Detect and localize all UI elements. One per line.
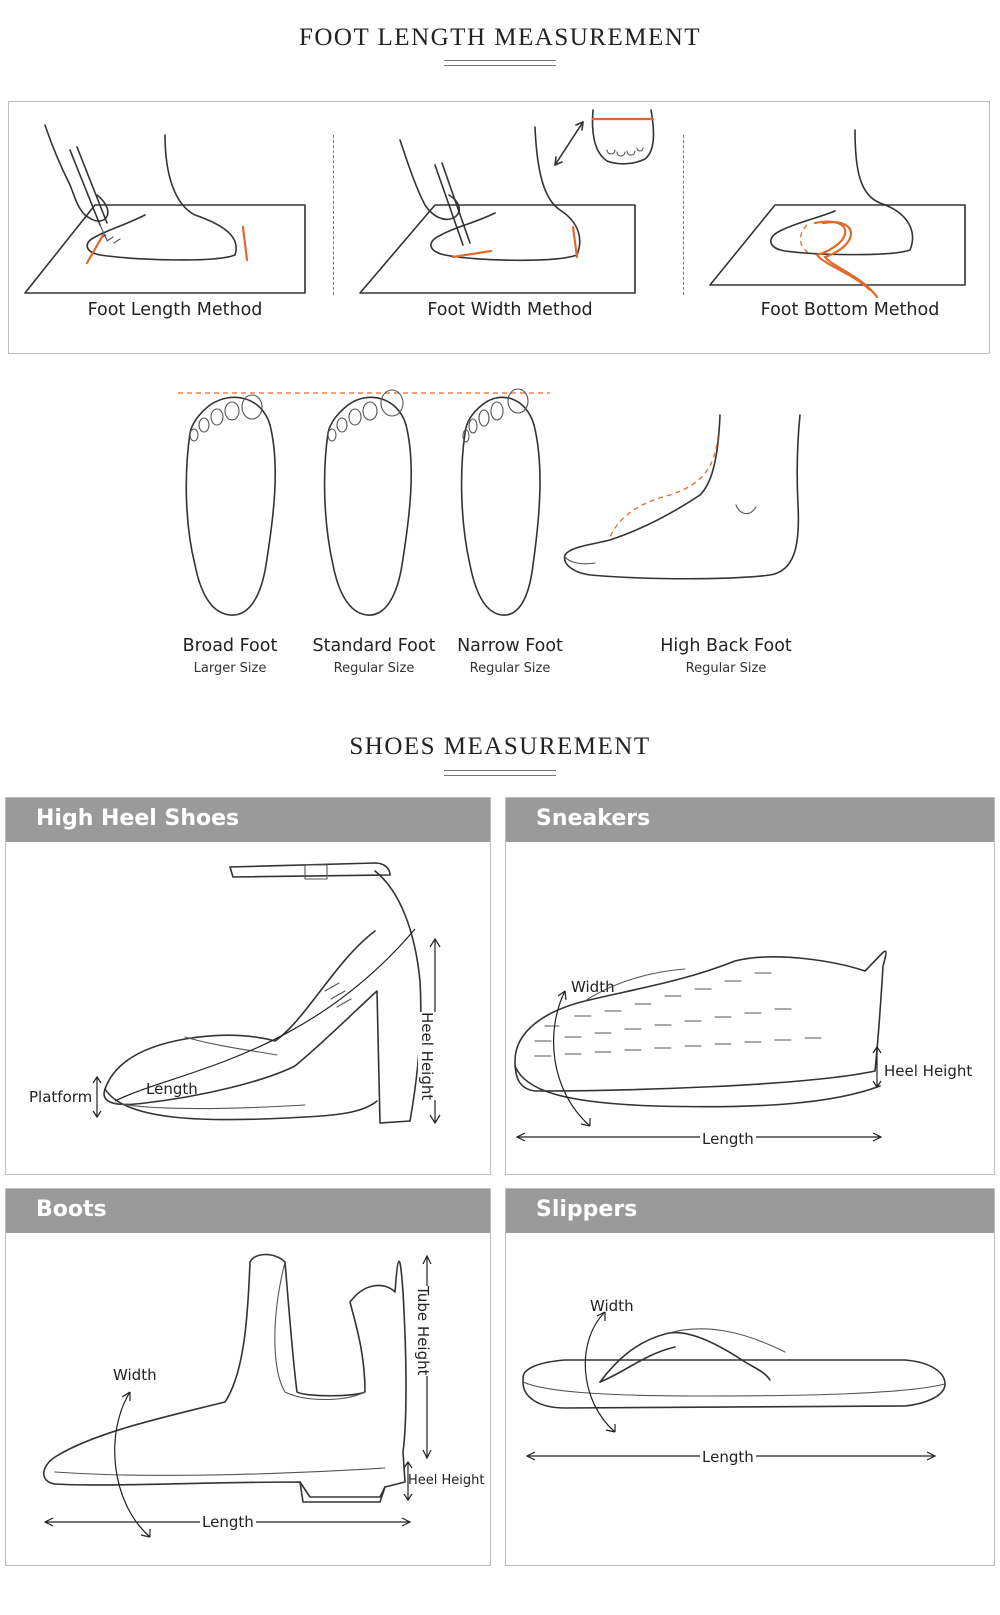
foot-section-rule	[444, 60, 556, 66]
foot-types-illustration	[170, 385, 820, 635]
standard-foot-outline	[325, 390, 412, 615]
foot-type-name-broad: Broad Foot	[182, 636, 278, 656]
panel-boots-header	[6, 1189, 490, 1233]
panel-slippers-header	[506, 1189, 994, 1233]
sneakers-label-heel-height: Heel Height	[884, 1062, 973, 1080]
panel-slippers-title: Slippers	[536, 1197, 638, 1222]
shoes-section-title: SHOES MEASUREMENT	[349, 733, 651, 760]
boots-label-tube-height: Tube Height	[414, 1286, 432, 1376]
panel-high-heel-title: High Heel Shoes	[36, 806, 240, 831]
foot-type-size-high-back: Regular Size	[685, 661, 767, 676]
shoes-section-rule	[444, 770, 556, 776]
method-divider-2	[683, 135, 684, 295]
foot-type-size-broad: Larger Size	[193, 661, 267, 676]
sneakers-label-width: Width	[571, 978, 615, 996]
foot-width-method-caption: Foot Width Method	[427, 300, 593, 320]
foot-type-name-high-back: High Back Foot	[660, 636, 792, 656]
high-heel-shoe-illustration	[5, 841, 491, 1175]
sneakers-label-length: Length	[702, 1130, 754, 1148]
boots-label-width: Width	[113, 1366, 157, 1384]
slippers-label-width: Width	[590, 1297, 634, 1315]
panel-high-heel-header	[6, 798, 490, 842]
panel-boots-title: Boots	[36, 1197, 107, 1222]
foot-width-method-illustration	[355, 105, 675, 300]
panel-sneakers-title: Sneakers	[536, 806, 651, 831]
slipper-illustration	[505, 1232, 995, 1566]
foot-type-size-standard: Regular Size	[333, 661, 415, 676]
high-heel-label-platform: Platform	[29, 1088, 93, 1106]
foot-length-method-caption: Foot Length Method	[87, 300, 263, 320]
high-heel-label-length: Length	[146, 1080, 198, 1098]
foot-section-title: FOOT LENGTH MEASUREMENT	[298, 24, 702, 51]
method-divider-1	[333, 135, 334, 295]
slippers-label-length: Length	[702, 1448, 754, 1466]
foot-type-name-standard: Standard Foot	[312, 636, 436, 656]
foot-type-size-narrow: Regular Size	[469, 661, 551, 676]
narrow-foot-outline	[462, 389, 540, 615]
foot-type-name-narrow: Narrow Foot	[457, 636, 563, 656]
boots-label-length: Length	[202, 1513, 254, 1531]
high-back-foot-outline	[565, 415, 800, 579]
broad-foot-outline	[186, 395, 275, 615]
foot-bottom-method-caption: Foot Bottom Method	[760, 300, 940, 320]
sneaker-illustration	[505, 841, 995, 1175]
high-heel-label-heel-height: Heel Height	[418, 1012, 436, 1101]
panel-sneakers-header	[506, 798, 994, 842]
foot-bottom-method-illustration	[705, 115, 985, 305]
foot-length-method-illustration	[15, 115, 325, 300]
boots-label-heel-height: Heel Height	[408, 1473, 485, 1488]
